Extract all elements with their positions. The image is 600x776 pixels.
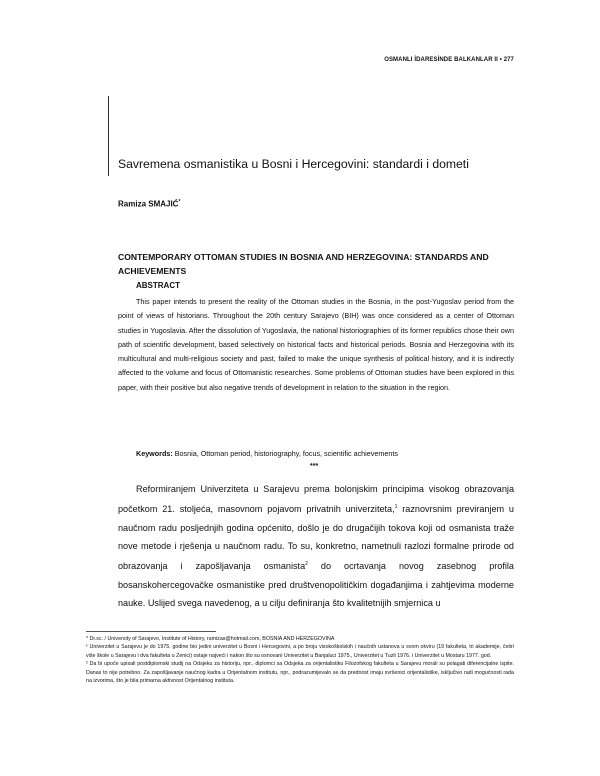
footnote-1: ¹ Univerzitet u Sarajevu je do 1975. godine bio jedini univerzitet u Bosni i Hercegovini, a po broju visokoškolskih i naučnih ustanova u svom okviru (19 fakulteta, tri akademije, četiri više škole u Sarajevu i dva fakulteta u Zenici) ostaje najveći i nakon što su osnovani Univerzitet u Banjaluci 1975., Univerzitet u Tuzli 1976. i Univerzitet u Mostaru 1977. god.	[86, 644, 514, 659]
vertical-rule	[108, 96, 109, 176]
keywords-line	[136, 449, 514, 458]
footnote-rule	[86, 631, 216, 632]
footnote-2: ² Da bi upoče upisali postdiplomski studij na Odsjeku za historiju, npr., diplomci sa Odsjeka za orijentalistiku Filozofskog fakulteta u Sarajevu morali su polagati diferencijalne ispite. Danas to nije potrebno. Za zapošljavanje naučnog kadra u Orijentalnom institutu, npr., podrazumijevalo se da prednost imaju svršenici orijentalistike, isključivo radi mogućnosti rada na izvorima, što je bila primarna aktivnost Orijentalnog instituta.	[86, 661, 514, 685]
body-text-part1: Reformiranjem Univerziteta u Sarajevu prema bolonjskim principima visokog obrazovanja početkom 21. stoljeća, masovnom pojavom privatnih univerziteta,	[118, 484, 514, 515]
footnote-ref-1[interactable]: 1	[394, 504, 398, 511]
author-footnote-mark: *	[178, 199, 181, 205]
section-separator: ***	[310, 463, 319, 470]
running-head: OSMANLI İDARESİNDE BALKANLAR II • 277	[384, 57, 514, 63]
keywords-text: Bosnia, Ottoman period, historiography, focus, scientific achievements	[172, 449, 398, 458]
body-text-part2: raznovrsnim previranjem u naučnom radu posljednjih godina općenito, došlo je do drugačijih tokova koji od osmanista traže nove metode i rješenja u naučnom radu. To su, konkretno, nametnuli razlozi formalne prirode od obrazovanja i zapošljavanja osmanista	[118, 504, 514, 572]
keywords-label: Keywords:	[136, 449, 173, 458]
abstract-text: This paper intends to present the reality of the Ottoman studies in the Bosnia, in the post-Yugoslav period from the point of views of historians. Throughout the 20th century Sarajevo (BIH) was once considered as a center of Ottoman studies in Yugoslavia. After the dissolution of Yugoslavia, the national historiographies of its former republics chose their own path of scientific development, based selectively on historical facts and historical periods. Bosnia and Herzegovina with its multicultural and multi-religious society and past, failed to make the unique synthesis of political history, and it is indirectly affected to the volume and focus of Ottomanistic researches. Some problems of Ottoman studies have been explored in this paper, with their positive but also negative trends of development in relation to the situation in the region.	[118, 297, 514, 392]
english-title: CONTEMPORARY OTTOMAN STUDIES IN BOSNIA AND HERZEGOVINA: STANDARDS AND ACHIEVEMENTS	[118, 252, 489, 276]
article-title: Savremena osmanistika u Bosni i Hercegovini: standardi i dometi	[118, 157, 469, 171]
body-text-part3: do ocrtavanja novog zasebnog profila bosanskohercegovačke osmanistike pred društvenopolitičkim događanjima i zahtjevima moderne nauke. Uslijed svega navedenog, a u cilju definiranja što kvalitetnijih smjernica u	[118, 561, 514, 608]
author-line	[118, 199, 180, 209]
author-name: Ramiza SMAJIĆ	[118, 199, 179, 209]
body-paragraph	[118, 480, 514, 612]
footnotes	[86, 635, 514, 685]
abstract-heading: ABSTRACT	[136, 281, 180, 290]
footnote-author: * Dr.sc. / University of Sarajevo, Institute of History, ramizas@hotmail.com, BOSNIA AND HERZEGOVINA	[86, 636, 335, 642]
footnote-ref-2[interactable]: 2	[305, 561, 308, 568]
